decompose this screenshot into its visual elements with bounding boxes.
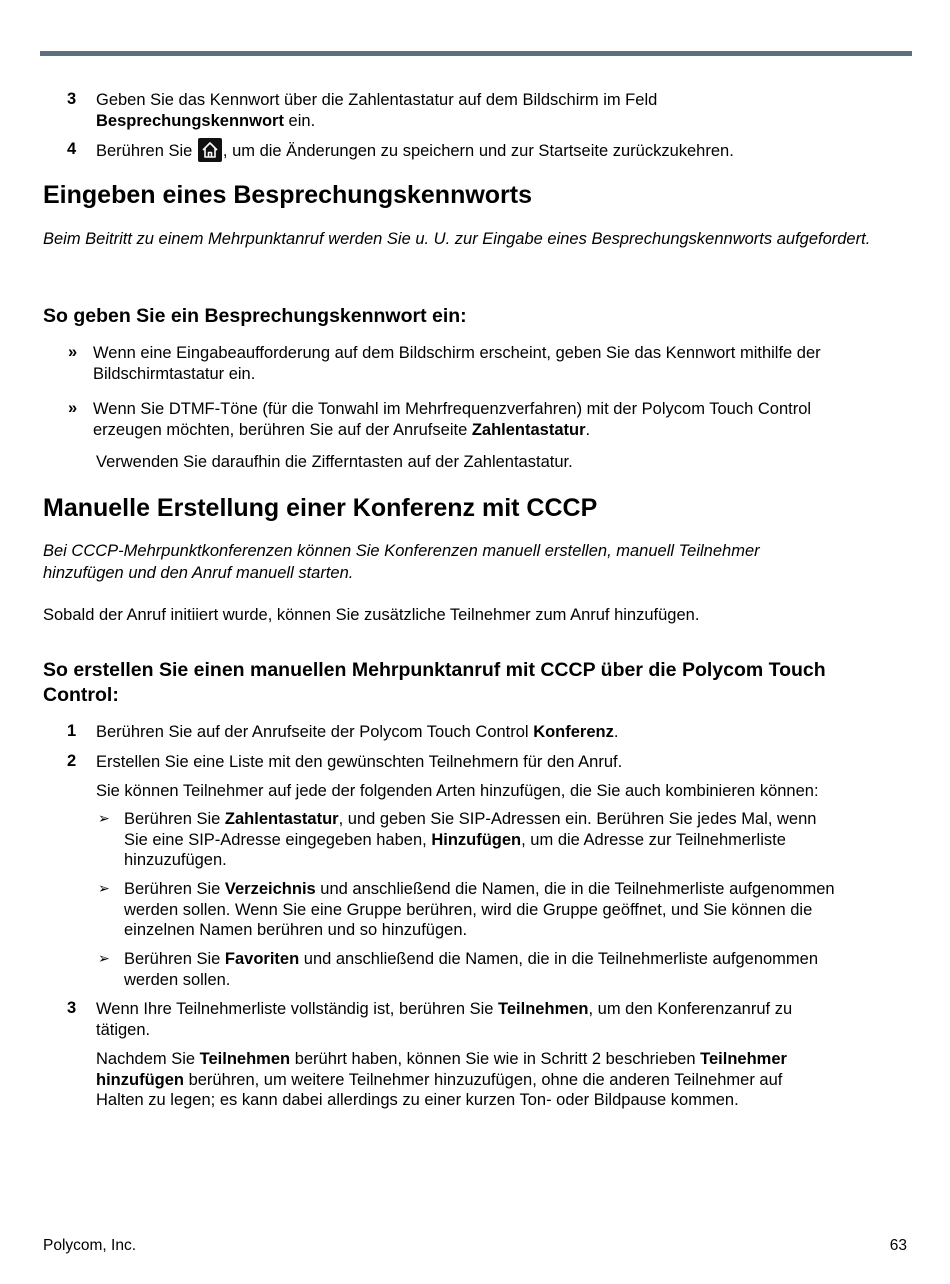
header-rule xyxy=(40,51,912,56)
page-number: 63 xyxy=(889,1237,907,1254)
footer-company: Polycom, Inc. xyxy=(43,1237,137,1254)
step-text: Erstellen Sie eine Liste mit den gewünschten Teilnehmern für den Anruf. xyxy=(96,753,623,771)
bullet-text: Wenn Sie DTMF-Töne (für die Tonwahl im Mehrfrequenzverfahren) mit der Polycom Touch Control erzeugen möchten, berühren Sie auf der Anrufseite Zahlentastatur. xyxy=(93,400,812,439)
step-text: Berühren Sie auf der Anrufseite der Polycom Touch Control Konferenz. xyxy=(96,723,619,741)
bullet-text: Wenn eine Eingabeaufforderung auf dem Bildschirm erscheint, geben Sie das Kennwort mithilfe der Bildschirmtastatur ein. xyxy=(93,344,821,383)
step-number: 3 xyxy=(67,999,77,1017)
step-number: 2 xyxy=(67,752,77,770)
sub-bullet-marker: ➢ xyxy=(98,880,110,896)
section-paragraph: Sobald der Anruf initiiert wurde, können Sie zusätzliche Teilnehmer zum Anruf hinzufügen. xyxy=(43,606,700,624)
section-intro: Bei CCCP-Mehrpunktkonferenzen können Sie Konferenzen manuell erstellen, manuell Teilnehmer hinzufügen und den Anruf manuell starten. xyxy=(43,542,760,582)
step-number: 3 xyxy=(67,90,77,108)
sub-bullet-text: Berühren Sie Favoriten und anschließend die Namen, die in die Teilnehmerliste aufgenommen werden sollen. xyxy=(124,950,819,989)
sub-bullet-text: Berühren Sie Verzeichnis und anschließend die Namen, die in die Teilnehmerliste aufgenommen werden sollen. Wenn Sie eine Gruppe berühren, wird die Gruppe geöffnet, und Sie können die einzelnen Namen berühren und so hinzufügen. xyxy=(124,880,835,939)
home-icon xyxy=(198,138,222,162)
step-number: 4 xyxy=(67,140,77,158)
step-note: Nachdem Sie Teilnehmen berührt haben, können Sie wie in Schritt 2 beschrieben Teilnehmer hinzufügen berühren, um weitere Teilnehmer hinzuzufügen, ohne die anderen Teilnehmer auf Halten zu legen; es kann dabei allerdings zu einer kurzen Ton- oder Bildpause kommen. xyxy=(96,1050,787,1109)
followup-text: Verwenden Sie daraufhin die Zifferntasten auf der Zahlentastatur. xyxy=(96,453,573,471)
bullet-marker: » xyxy=(68,399,78,417)
procedure-heading: So erstellen Sie einen manuellen Mehrpunktanruf mit CCCP über die Polycom Touch Control: xyxy=(43,659,826,706)
bullet-marker: » xyxy=(68,343,78,361)
sub-bullet-marker: ➢ xyxy=(98,950,110,966)
sub-bullet-text: Berühren Sie Zahlentastatur, und geben Sie SIP-Adressen ein. Berühren Sie jedes Mal, wenn Sie eine SIP-Adresse eingegeben haben, Hinzufügen, um die Adresse zur Teilnehmerliste hinzuzufügen. xyxy=(124,810,817,869)
step-text: Berühren Sie , um die Änderungen zu speichern und zur Startseite zurückzukehren. xyxy=(96,138,734,162)
section-title: Manuelle Erstellung einer Konferenz mit CCCP xyxy=(43,494,598,522)
section-title: Eingeben eines Besprechungskennworts xyxy=(43,181,533,209)
step-number: 1 xyxy=(67,722,77,740)
step-note: Sie können Teilnehmer auf jede der folgenden Arten hinzufügen, die Sie auch kombinieren können: xyxy=(96,782,819,800)
procedure-heading: So geben Sie ein Besprechungskennwort ein: xyxy=(43,305,467,327)
section-intro: Beim Beitritt zu einem Mehrpunktanruf werden Sie u. U. zur Eingabe eines Besprechungskennworts aufgefordert. xyxy=(43,230,871,248)
sub-bullet-marker: ➢ xyxy=(98,810,110,826)
step-text: Geben Sie das Kennwort über die Zahlentastatur auf dem Bildschirm im Feld Besprechungskennwort ein. xyxy=(96,91,658,130)
step-text: Wenn Ihre Teilnehmerliste vollständig ist, berühren Sie Teilnehmen, um den Konferenzanruf zu tätigen. xyxy=(96,1000,793,1039)
